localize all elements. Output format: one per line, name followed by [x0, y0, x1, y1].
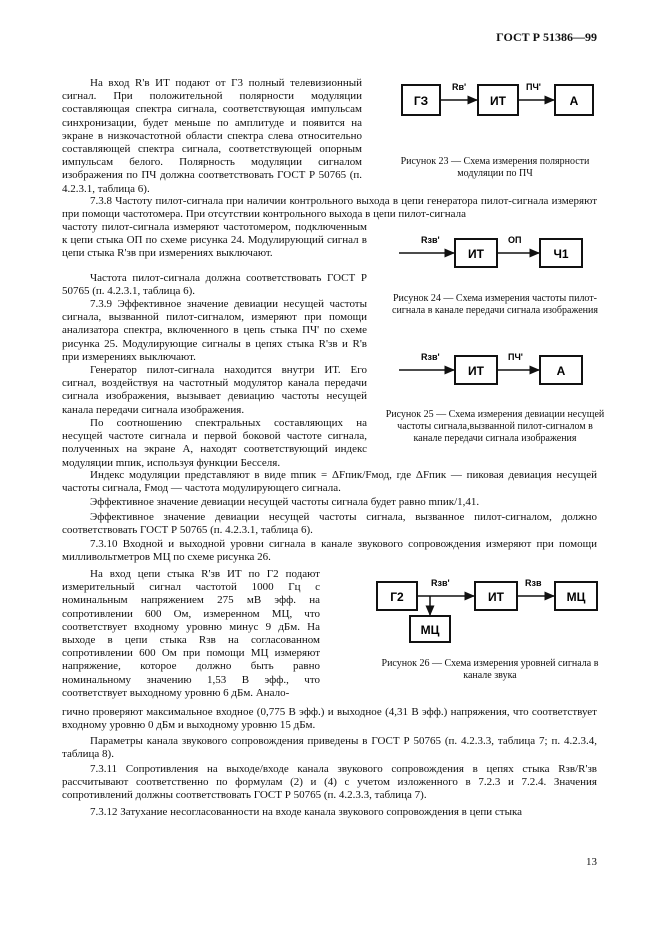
- frequency-meter-label: Ч1: [553, 247, 569, 261]
- paragraph-effective-deviation: Эффективное значение девиации несущей частоты сигнала будет равно mпик/1,41.: [90, 496, 480, 508]
- paragraph-7-3-12: 7.3.12 Затухание несогласованности на входе канала звукового сопровождения в цепи стыка: [90, 806, 523, 818]
- paragraph-polarity: На вход R'в ИТ подают от Г3 полный телевизионный сигнал. При положительной полярности модуляции составляющая спектра сигнала, соответствующая импульсам синхронизации, будет меньше по амплитуде и появится на экране в низкочастотной области спектра слева относительно составляющей спектра сигнала, соответствующей опорным импульсам белого. Полярность модуляции сигналом изображения по ПЧ должна соответствовать ГОСТ Р 50765 (п. 4.2.3.1, таблица 6).: [62, 77, 362, 195]
- figure-23-caption: Рисунок 23 — Схема измерения полярности модуляции по ПЧ: [400, 156, 590, 179]
- generator-g3-label: ГЗ: [413, 94, 429, 108]
- interface-rzv-label: Rзв': [421, 352, 440, 362]
- page-number: 13: [586, 856, 597, 868]
- input-millivoltmeter-label: МЦ: [420, 623, 440, 637]
- it-label: ИТ: [490, 94, 506, 108]
- paragraph-7-3-9: 7.3.9 Эффективное значение девиации несущей частоты сигнала, вызванной пилот-сигналом, измеряют при помощи анализатора спектра, включенного в цепь стыка ПЧ' по схеме рисунка 25. Модулирующие сигналы в цепях стыка R'зв и R'в при измерениях выключают.: [62, 298, 367, 363]
- interface-rzv-output-label: Rзв: [525, 578, 542, 588]
- paragraph-7-3-8-intro: 7.3.8 Частоту пилот-сигнала при наличии контрольного выхода в цепи генератора пилот-сигнала измеряют при помощи частотомера. При отсутствии контрольного выхода в цепи пилот-сигнала: [62, 195, 597, 221]
- figure-26-caption: Рисунок 26 — Схема измерения уровней сигнала в канале звука: [381, 658, 599, 681]
- output-millivoltmeter-label: МЦ: [566, 590, 586, 604]
- paragraph-deviation-req: Эффективное значение девиации несущей частоты сигнала, вызванное пилот-сигналом, должно соответствовать ГОСТ Р 50765 (п. 4.2.3.1, таблица 6).: [62, 511, 597, 537]
- figure-26-diagram: [375, 574, 605, 646]
- paragraph-pilot-generator: Генератор пилот-сигнала находится внутри ИТ. Его сигнал, воздействуя на частотный модулятор канала передачи сигнала изображения, вызывает девиацию частоты несущей канала передачи сигнала изображения.: [62, 364, 367, 416]
- generator-g2-label: Г2: [390, 590, 404, 604]
- interface-rzv-input-label: Rзв': [431, 578, 450, 588]
- interface-rzv-label: Rзв': [421, 235, 440, 245]
- paragraph-7-3-10: 7.3.10 Входной и выходной уровни сигнала в канале звукового сопровождения измеряют при помощи милливольтметров МЦ по схеме рисунка 26.: [62, 538, 597, 564]
- interface-pch-label: ПЧ': [526, 82, 541, 92]
- document-header: ГОСТ Р 51386—99: [496, 30, 597, 44]
- interface-op-label: ОП: [508, 235, 522, 245]
- paragraph-7-3-8-cont: частоту пилот-сигнала измеряют частотомером, подключенным к цепи стыка ОП по схеме рисунка 24. Модулирующий сигнал в цепи стыка R'зв при измерениях выключают.: [62, 221, 367, 260]
- interface-pch-label: ПЧ': [508, 352, 523, 362]
- figure-23-diagram: [390, 70, 610, 130]
- paragraph-sound-levels: На вход цепи стыка R'зв ИТ по Г2 подают измерительный сигнал частотой 1000 Гц с номинальным напряжением 275 мВ эфф. на сопротивлении 600 Ом, измеренном МЦ, что соответствует входному уровню минус 9 дБм. На выходе в цепи стыка Rзв на согласованном сопротивлении 600 Ом при помощи МЦ измеряют напряжение, которое должно быть равно номинальному значению 1,53 В эфф., что соответствует выходному уровню 6 дБм. Анало-: [62, 568, 320, 699]
- analyzer-a-label: А: [556, 364, 566, 378]
- paragraph-bessel: По соотношению спектральных составляющих на несущей частоте сигнала и первой боковой частоте сигнала, полученных на экране А, находят соответствующий индекс модуляции mпик, используя функции Бесселя.: [62, 417, 367, 469]
- paragraph-7-3-11: 7.3.11 Сопротивления на выходе/входе канала звукового сопровождения в цепях стыка Rзв/R'зв рассчитывают соответственно по формулам (2) и (4) с учетом изложенного в 7.2.3 и 7.2.4. Значения сопротивлений должны соответствовать ГОСТ Р 50765 (п. 4.2.3.3, таблица 7).: [62, 763, 597, 802]
- it-label: ИТ: [468, 247, 484, 261]
- paragraph-modulation-index: Индекс модуляции представляют в виде mпик = ΔFпик/Fмод, где ΔFпик — пиковая девиация несущей частоты сигнала, Fмод — частота модулирующего сигнала.: [62, 469, 597, 495]
- paragraph-sound-params: Параметры канала звукового сопровождения приведены в ГОСТ Р 50765 (п. 4.2.3.3, таблица 7; п. 4.2.3.4, таблица 8).: [62, 735, 597, 761]
- figure-25-caption: Рисунок 25 — Схема измерения девиации несущей частоты сигнала,вызванной пилот-сигналом в канале передачи сигнала изображения: [385, 409, 605, 444]
- interface-rv-label: Rв': [452, 82, 467, 92]
- analyzer-a-label: А: [569, 94, 579, 108]
- it-label: ИТ: [468, 364, 484, 378]
- it-label: ИТ: [488, 590, 504, 604]
- paragraph-sound-levels-cont: гично проверяют максимальное входное (0,775 В эфф.) и выходное (4,31 В эфф.) напряжения, что соответствует входному уровню 0 дБм и выходному уровню 15 дБм.: [62, 706, 597, 732]
- paragraph-pilot-frequency-req: Частота пилот-сигнала должна соответствовать ГОСТ Р 50765 (п. 4.2.3.1, таблица 6).: [62, 272, 367, 298]
- figure-24-diagram: [395, 228, 605, 278]
- figure-24-caption: Рисунок 24 — Схема измерения частоты пилот-сигнала в канале передачи сигнала изображения: [392, 293, 598, 316]
- figure-25-diagram: [395, 345, 605, 395]
